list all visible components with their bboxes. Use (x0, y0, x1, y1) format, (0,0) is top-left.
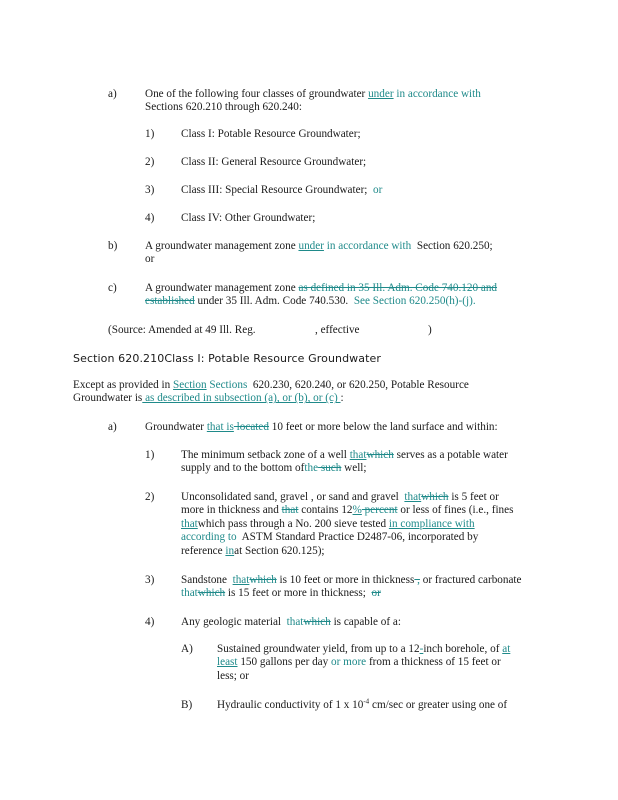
class-1-text: Class I: Potable Resource Groundwater; (181, 128, 361, 140)
paragraph-4-number: 4) (145, 616, 155, 628)
class-1-number: 1) (145, 128, 155, 140)
paragraph-3-number: 3) (145, 574, 155, 586)
paragraph-2-text: Unconsolidated sand, gravel , or sand and gravel thatwhich is 5 feet or more in thickness and that contains 12% percent or less of fines (i.e., fines thatwhich pass through a No. 200 sieve tested in compliance with according to ASTM Standard Practice D2487-06, incorporated by reference inat Section 620.125); (181, 491, 514, 557)
class-4-text: Class IV: Other Groundwater; (181, 212, 316, 224)
subparagraph-A-text: Sustained groundwater yield, from up to a 12-inch borehole, of at least 150 gallons per day or more from a thickness of 15 feet or less; or (217, 643, 511, 682)
list-label-c: c) (108, 282, 117, 294)
source-note-effective: , effective (315, 324, 360, 336)
class-3-number: 3) (145, 184, 155, 196)
class-4-number: 4) (145, 212, 155, 224)
paragraph-2-number: 2) (145, 491, 155, 503)
class-3-text: Class III: Special Resource Groundwater; or (181, 184, 383, 196)
list-label-a: a) (108, 88, 117, 100)
item-c-text: A groundwater management zone as defined in 35 Ill. Adm. Code 740.120 and established under 35 Ill. Adm. Code 740.530. See Section 620.250(h)-(j). (145, 282, 498, 308)
paragraph-1-number: 1) (145, 449, 155, 461)
item-a-text: One of the following four classes of groundwater under in accordance with Sections 620.210 through 620.240: (145, 88, 481, 114)
section-heading (73, 352, 381, 365)
subparagraph-B-label: B) (181, 699, 193, 711)
class-2-text: Class II: General Resource Groundwater; (181, 156, 367, 168)
paragraph-4-text: Any geologic material thatwhich is capable of a: (181, 616, 401, 628)
class-3-insertion: or (367, 184, 383, 196)
class-2-number: 2) (145, 156, 155, 168)
subparagraph-B-text: Hydraulic conductivity of 1 x $10^{-4}$ cm/sec or greater using one of (217, 697, 508, 711)
section-number: Section 620.210 (73, 352, 165, 365)
section-title: Class I: Potable Resource Groundwater (164, 352, 382, 365)
section-intro: Except as provided in Section Sections 620.230, 620.240, or 620.250, Potable Resource Groundwater is as described in subsection (a), or (b), or (c) : (73, 379, 469, 405)
subsection-a-text: Groundwater that is located 10 feet or more below the land surface and within: (145, 421, 498, 433)
item-b-text: A groundwater management zone under in accordance with Section 620.250; or (145, 240, 493, 266)
paragraph-3-text: Sandstone thatwhich is 10 feet or more in thickness , or fractured carbonate thatwhich is 15 feet or more in thickness; or (181, 574, 522, 600)
subsection-label-a: a) (108, 421, 117, 433)
paragraph-1-text: The minimum setback zone of a well thatwhich serves as a potable water supply and to the bottom ofthe such well; (181, 449, 508, 475)
list-label-b: b) (108, 240, 118, 252)
source-note-start: (Source: Amended at 49 Ill. Reg. (108, 324, 256, 336)
subparagraph-A-label: A) (181, 643, 193, 655)
source-note-end: ) (428, 324, 432, 336)
